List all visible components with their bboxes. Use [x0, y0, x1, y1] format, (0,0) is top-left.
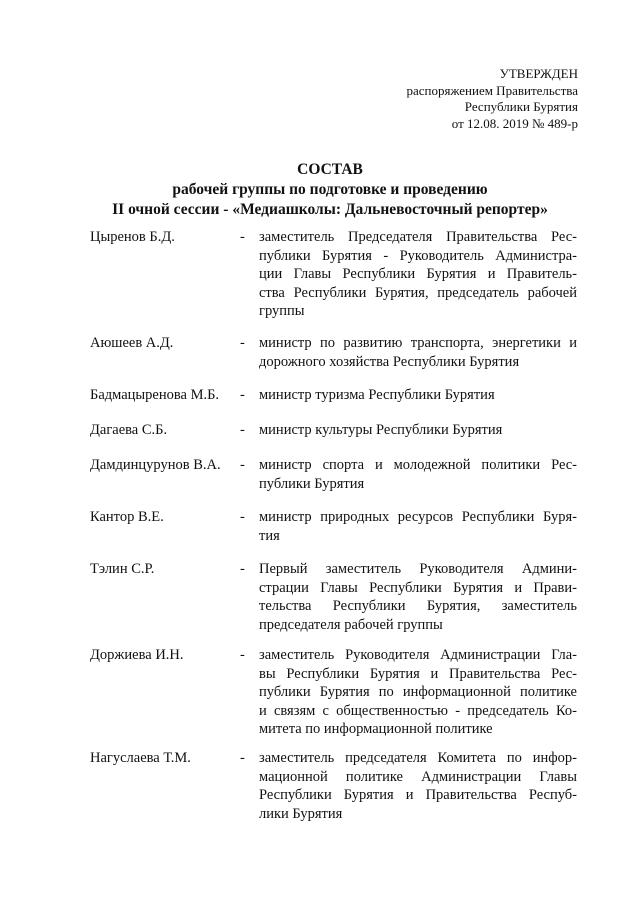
member-row [90, 508, 577, 545]
member-role-line: министр культуры Республики Бурятия [259, 422, 503, 438]
member-role [259, 228, 577, 321]
member-role [259, 560, 577, 634]
member-row [90, 456, 577, 493]
member-role-line: министр туризма Республики Бурятия [259, 387, 495, 403]
member-role-line: митета по информационной политике [259, 721, 493, 738]
member-dash: - [240, 561, 245, 577]
member-role-line: и связям с общественностью - председатель Ко- [259, 702, 577, 719]
member-dash: - [240, 509, 245, 525]
member-role-line: тия [259, 527, 280, 544]
heading-title: СОСТАВ [297, 161, 363, 178]
approval-line-3: от 12.08. 2019 № 489-р [451, 115, 578, 131]
member-role [259, 334, 577, 371]
member-role [259, 749, 577, 823]
member-name: Тэлин С.Р. [90, 561, 155, 577]
member-row [90, 560, 577, 634]
member-role-line: мационной политике Администрации Главы [259, 768, 577, 785]
heading-line-1: рабочей группы по подготовке и проведению [172, 181, 488, 198]
member-dash: - [240, 422, 245, 438]
member-role-line: заместитель председателя Комитета по инфор- [259, 750, 577, 766]
member-role-line: ства Республики Бурятия, председатель рабочей [259, 284, 577, 301]
member-name: Нагуслаева Т.М. [90, 750, 191, 766]
member-role-line: председателя рабочей группы [259, 616, 443, 633]
member-role [259, 456, 577, 493]
member-role-line: лики Бурятия [259, 805, 343, 822]
member-role-line: дорожного хозяйства Республики Бурятия [259, 353, 520, 370]
member-dash: - [240, 647, 245, 663]
member-row [90, 228, 577, 321]
member-dash: - [240, 387, 245, 403]
member-role [259, 646, 577, 739]
member-row [90, 386, 577, 405]
member-dash: - [240, 457, 245, 473]
member-dash: - [240, 229, 245, 245]
member-role-line: группы [259, 303, 305, 320]
member-role-line: публики Бурятия [259, 475, 365, 492]
member-role [259, 508, 577, 545]
member-dash: - [240, 335, 245, 351]
member-role-line: Первый заместитель Руководителя Админи- [259, 561, 577, 577]
member-role-line: министр по развитию транспорта, энергетики и [259, 335, 577, 351]
member-name: Доржиева И.Н. [90, 647, 184, 663]
member-role-line: заместитель Председателя Правительства Рес- [259, 229, 577, 245]
member-role [259, 386, 577, 405]
member-role-line: публики Бурятия по информационной политике [259, 684, 577, 701]
member-name: Дамдинцурунов В.А. [90, 457, 221, 473]
member-name: Цыренов Б.Д. [90, 229, 175, 245]
approval-title: УТВЕРЖДЕН [499, 66, 578, 81]
member-name: Дагаева С.Б. [90, 422, 168, 438]
member-row [90, 646, 577, 739]
member-role-line: ции Главы Республики Бурятия и Правитель- [259, 266, 577, 283]
member-dash: - [240, 750, 245, 766]
member-role-line: вы Республики Бурятия и Правительства Рес- [259, 665, 577, 682]
member-name: Аюшеев А.Д. [90, 335, 174, 351]
approval-stamp [406, 66, 578, 132]
member-role-line: заместитель Руководителя Администрации Гла- [259, 647, 577, 663]
member-role-line: Республики Бурятия и Правительства Респуб- [259, 787, 577, 804]
document-heading [60, 160, 600, 220]
member-name: Кантор В.Е. [90, 509, 164, 525]
approval-line-1: распоряжением Правительства [406, 82, 578, 98]
member-role-line: публики Бурятия - Руководитель Администра- [259, 247, 577, 264]
member-role-line: страции Главы Республики Бурятия и Прави- [259, 579, 577, 596]
member-role-line: министр природных ресурсов Республики Буря- [259, 509, 577, 525]
member-row [90, 334, 577, 371]
member-role-line: тельства Республики Бурятия, заместитель [259, 598, 577, 615]
heading-line-2: II очной сессии - «Медиашколы: Дальневосточный репортер» [112, 201, 548, 218]
member-row [90, 421, 577, 440]
member-row [90, 749, 577, 823]
member-role [259, 421, 577, 440]
member-name: Бадмацыренова М.Б. [90, 387, 220, 403]
approval-line-2: Республики Бурятия [464, 99, 578, 114]
member-role-line: министр спорта и молодежной политики Рес- [259, 457, 577, 473]
